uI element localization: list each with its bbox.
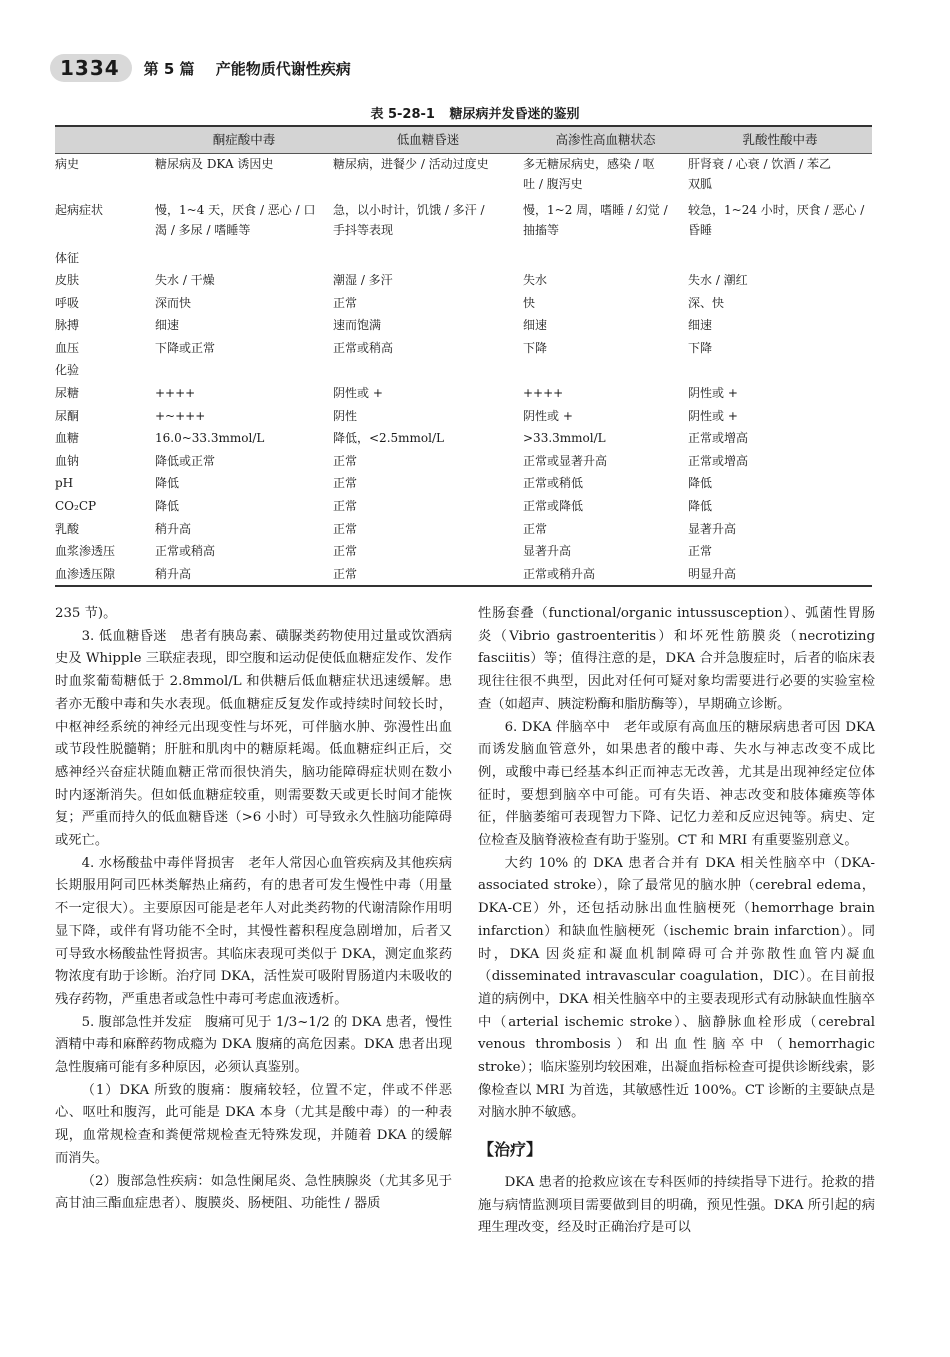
table-cell: >33.3mmol/L xyxy=(523,431,606,446)
paragraph: DKA 患者的抢救应该在专科医师的持续指导下进行。抢救的措施与病情监测项目需要做到目的明确，预见性强。DKA 所引起的病理生理改变，经及时正确治疗是可以 xyxy=(478,1174,875,1236)
table-cell: 降低 xyxy=(155,476,180,491)
table-cell: 降低 xyxy=(688,476,713,491)
row-label: 血浆渗透压 xyxy=(55,544,116,559)
table-cell: 较急，1~24 小时，厌食 / 恶心 / 昏睡 xyxy=(688,202,865,237)
row-label: 尿酮 xyxy=(55,408,80,423)
paragraph: 大约 10% 的 DKA 患者合并有 DKA 相关性脑卒中（DKA-associated stroke），除了最常见的脑水肿（cerebral edema，DKA-CE）外，还包括动脉出血性脑梗死（hemorrhage brain infarction）和缺血性脑梗死（ischemic brain infarction）。同时，DKA 因炎症和凝血机制障碍可合并弥散性血管内凝血（disseminated intravascular coagulation，DIC）。在目前报道的病例中，DKA 相关性脑卒中的主要表现形式有动脉缺血性脑卒中（arterial ischemic stroke）、脑静脉血栓形成（cerebral venous thrombosis）和出血性脑卒中（hemorrhagic stroke）；临床鉴别均较困难，出凝血指标检查可提供诊断线索，影像检查以 MRI 为首选，其敏感性近 100%。CT 诊断的主要缺点是对脑水肿不敏感。 xyxy=(478,855,875,1121)
table-row xyxy=(55,496,872,519)
row-label: 起病症状 xyxy=(55,202,104,217)
table-cell: 16.0~33.3mmol/L xyxy=(155,431,265,446)
table-cell: 深而快 xyxy=(155,295,192,310)
row-label: 血渗透压隙 xyxy=(55,564,155,587)
table-cell: 潮湿 / 多汗 xyxy=(333,273,393,288)
table-row xyxy=(55,200,872,248)
table-row xyxy=(55,519,872,542)
table-cell: +~+++ xyxy=(155,408,206,423)
table-title xyxy=(0,103,950,122)
table-cell: ++++ xyxy=(523,386,564,401)
table-cell: 正常 xyxy=(333,564,523,587)
row-label: 尿糖 xyxy=(55,386,80,401)
table-cell: 深、快 xyxy=(688,295,725,310)
table-cell: 慢，1~4 天，厌食 / 恶心 / 口 渴 / 多尿 / 嗜睡等 xyxy=(155,202,316,237)
running-head-title xyxy=(144,58,351,79)
table-cell: 阴性或 + xyxy=(688,386,738,401)
paragraph: 235 节)。 xyxy=(55,606,117,621)
table-cell: 降低，<2.5mmol/L xyxy=(333,431,444,446)
table-cell: 稍升高 xyxy=(155,564,333,587)
column-header: 乳酸性酸中毒 xyxy=(688,126,872,154)
table-body xyxy=(55,154,872,587)
table-cell: 降低 xyxy=(155,499,180,514)
table-cell: 降低 xyxy=(688,499,713,514)
table-row xyxy=(55,293,872,316)
table-cell: 糖尿病及 DKA 诱因史 xyxy=(155,157,274,171)
table-cell: 正常或增高 xyxy=(688,431,749,446)
table-header-row xyxy=(55,126,872,154)
table-cell: 降低或正常 xyxy=(155,453,216,468)
table-cell: 下降 xyxy=(688,340,713,355)
table-cell: 阴性 xyxy=(333,408,358,423)
table-cell: 正常 xyxy=(333,453,358,468)
table-cell xyxy=(688,360,872,383)
table-cell: 正常或稍升高 xyxy=(523,564,688,587)
column-header xyxy=(55,126,155,154)
table-cell: 正常 xyxy=(333,499,358,514)
table-cell: 阴性或 + xyxy=(333,386,383,401)
table-cell: 失水 / 干燥 xyxy=(155,273,215,288)
table-row xyxy=(55,315,872,338)
table-cell xyxy=(155,360,333,383)
paragraph: 5. 腹部急性并发症 腹痛可见于 1/3~1/2 的 DKA 患者，慢性酒精中毒和麻醉药物成瘾为 DKA 腹痛的高危因素。DKA 患者出现急性腹痛可能有多种原因，必须认真鉴别。 xyxy=(55,1014,452,1076)
column-header: 酮症酸中毒 xyxy=(155,126,333,154)
table-caption: 糖尿病并发昏迷的鉴别 xyxy=(449,107,580,122)
row-label: pH xyxy=(55,476,74,491)
table-cell: 显著升高 xyxy=(523,544,572,559)
row-label: 化验 xyxy=(55,363,80,378)
table-cell: 正常 xyxy=(333,544,358,559)
table-cell: 正常或显著升高 xyxy=(523,453,608,468)
table-cell: 速而饱满 xyxy=(333,318,382,333)
table-cell: 正常或稍低 xyxy=(523,476,584,491)
table-cell: 阴性或 + xyxy=(688,408,738,423)
table-cell: 细速 xyxy=(523,318,548,333)
table-cell xyxy=(333,360,523,383)
table-row xyxy=(55,154,872,200)
table-cell: 多无糖尿病史，感染 / 呕 吐 / 腹泻史 xyxy=(523,157,655,191)
paragraph: 3. 低血糖昏迷 患者有胰岛素、磺脲类药物使用过量或饮酒病史及 Whipple 三联症表现，即空腹和运动促使低血糖症发作、发作时血浆葡萄糖低于 2.8mmol/L 和供糖后低血糖症状迅速缓解。患者亦无酸中毒和失水表现。低血糖症反复发作或持续时间较长时，中枢神经系统的神经元出现变性与坏死，可伴脑水肿、弥漫性出血或节段性脱髓鞘；肝脏和肌肉中的糖原耗竭。低血糖症纠正后，交感神经兴奋症状随血糖正常而很快消失，脑功能障碍症状则在数小时内逐渐消失。但如低血糖症较重，则需要数天或更长时间才能恢复；严重而持久的低血糖昏迷（>6 小时）可导致永久性脑功能障碍或死亡。 xyxy=(55,628,452,849)
left-text-column xyxy=(55,603,452,1216)
row-label: 呼吸 xyxy=(55,295,80,310)
table-cell: 肝肾衰 / 心衰 / 饮酒 / 苯乙 双胍 xyxy=(688,157,832,191)
table-row xyxy=(55,383,872,406)
paragraph: （1）DKA 所致的腹痛：腹痛较轻，位置不定，伴或不伴恶心、呕吐和腹泻，此可能是 DKA 本身（尤其是酸中毒）的一种表现，血常规检查和粪便常规检查无特殊发现，并随着 DKA 的缓解而消失。 xyxy=(55,1082,452,1166)
table-cell: 下降 xyxy=(523,340,548,355)
table-row xyxy=(55,428,872,451)
table-cell: 明显升高 xyxy=(688,564,872,587)
table-cell: 正常或稍高 xyxy=(333,340,394,355)
table-row xyxy=(55,451,872,474)
table-row xyxy=(55,541,872,564)
right-text-column xyxy=(478,603,875,1240)
table-cell: 正常 xyxy=(333,295,358,310)
row-label: 血钠 xyxy=(55,453,80,468)
table-row xyxy=(55,473,872,496)
table-cell xyxy=(333,248,523,271)
table-cell: 失水 xyxy=(523,273,548,288)
part-title: 产能物质代谢性疾病 xyxy=(215,59,351,78)
paragraph: （2）腹部急性疾病：如急性阑尾炎、急性胰腺炎（尤其多见于高甘油三酯血症患者）、腹膜炎、肠梗阻、功能性 / 器质 xyxy=(55,1173,452,1212)
differential-table xyxy=(55,125,872,587)
row-label: 血糖 xyxy=(55,431,80,446)
column-header: 低血糖昏迷 xyxy=(333,126,523,154)
row-label: CO₂CP xyxy=(55,499,97,514)
table-row xyxy=(55,360,872,383)
table-cell: 快 xyxy=(523,295,536,310)
row-label: 病史 xyxy=(55,157,80,171)
row-label: 体征 xyxy=(55,250,80,265)
table-cell: 正常 xyxy=(688,544,713,559)
table-cell: 正常 xyxy=(333,521,358,536)
page-number: 1334 xyxy=(50,54,132,82)
table-row xyxy=(55,248,872,271)
table-cell: 正常或降低 xyxy=(523,499,584,514)
table-row xyxy=(55,338,872,361)
table-cell: 正常 xyxy=(333,476,358,491)
table-cell xyxy=(523,248,688,271)
table-cell: 显著升高 xyxy=(688,521,737,536)
running-header xyxy=(50,52,351,84)
part-label: 第 5 篇 xyxy=(143,59,195,78)
table-cell: 正常或增高 xyxy=(688,453,749,468)
section-heading-treatment: 【治疗】 xyxy=(478,1140,543,1160)
table-cell: 细速 xyxy=(688,318,713,333)
table-cell xyxy=(523,360,688,383)
table-cell: 正常或稍高 xyxy=(155,544,216,559)
paragraph: 6. DKA 伴脑卒中 老年或原有高血压的糖尿病患者可因 DKA 而诱发脑血管意外，如果患者的酸中毒、失水与神志改变不成比例，或酸中毒已经基本纠正而神志无改善，尤其是出现神经定位体征时，要想到脑卒中可能。可有失语、神志改变和肢体瘫痪等体征，伴脑萎缩可表现智力下降、记忆力差和反应迟钝等。病史、定位检查及脑脊液检查有助于鉴别。CT 和 MRI 有重要鉴别意义。 xyxy=(478,719,875,849)
table-cell: 稍升高 xyxy=(155,521,192,536)
table-row xyxy=(55,406,872,429)
table-cell: 下降或正常 xyxy=(155,340,216,355)
table-row xyxy=(55,270,872,293)
table-cell: 慢，1~2 周，嗜睡 / 幻觉 / 抽搐等 xyxy=(523,202,668,237)
table-cell: 正常 xyxy=(523,521,548,536)
row-label: 脉搏 xyxy=(55,318,80,333)
table-cell: 失水 / 潮红 xyxy=(688,273,748,288)
table-cell xyxy=(688,248,872,271)
row-label: 血压 xyxy=(55,340,80,355)
paragraph: 4. 水杨酸盐中毒伴肾损害 老年人常因心血管疾病及其他疾病长期服用阿司匹林类解热止痛药，有的患者可发生慢性中毒（用量不一定很大）。主要原因可能是老年人对此类药物的代谢清除作用明显下降，或伴有肾功能不全时，其慢性蓄积程度急剧增加，后者又可导致水杨酸盐性肾损害。其临床表现可类似于 DKA，测定血浆药物浓度有助于诊断。治疗同 DKA，活性炭可吸附胃肠道内未吸收的残存药物，严重患者或急性中毒可考虑血液透析。 xyxy=(55,855,452,1007)
table-cell: 细速 xyxy=(155,318,180,333)
paragraph: 性肠套叠（functional/organic intussusception）、弧菌性胃肠炎（Vibrio gastroenteritis）和坏死性筋膜炎（necrotizing fasciitis）等；值得注意的是，DKA 合并急腹症时，后者的临床表现往往很不典型，因此对任何可疑对象均需要进行必要的实验室检查（如超声、胰淀粉酶和脂肪酶等），早期确立诊断。 xyxy=(478,606,875,712)
table-row xyxy=(55,564,872,587)
table-cell xyxy=(155,248,333,271)
row-label: 乳酸 xyxy=(55,521,80,536)
column-header: 高渗性高血糖状态 xyxy=(523,126,688,154)
table-number: 表 5-28-1 xyxy=(370,107,435,122)
table-cell: 糖尿病，进餐少 / 活动过度史 xyxy=(333,157,489,171)
table-cell: 阴性或 + xyxy=(523,408,573,423)
row-label: 皮肤 xyxy=(55,273,80,288)
table-cell: ++++ xyxy=(155,386,196,401)
table-cell: 急，以小时计，饥饿 / 多汗 / 手抖等表现 xyxy=(333,202,485,237)
